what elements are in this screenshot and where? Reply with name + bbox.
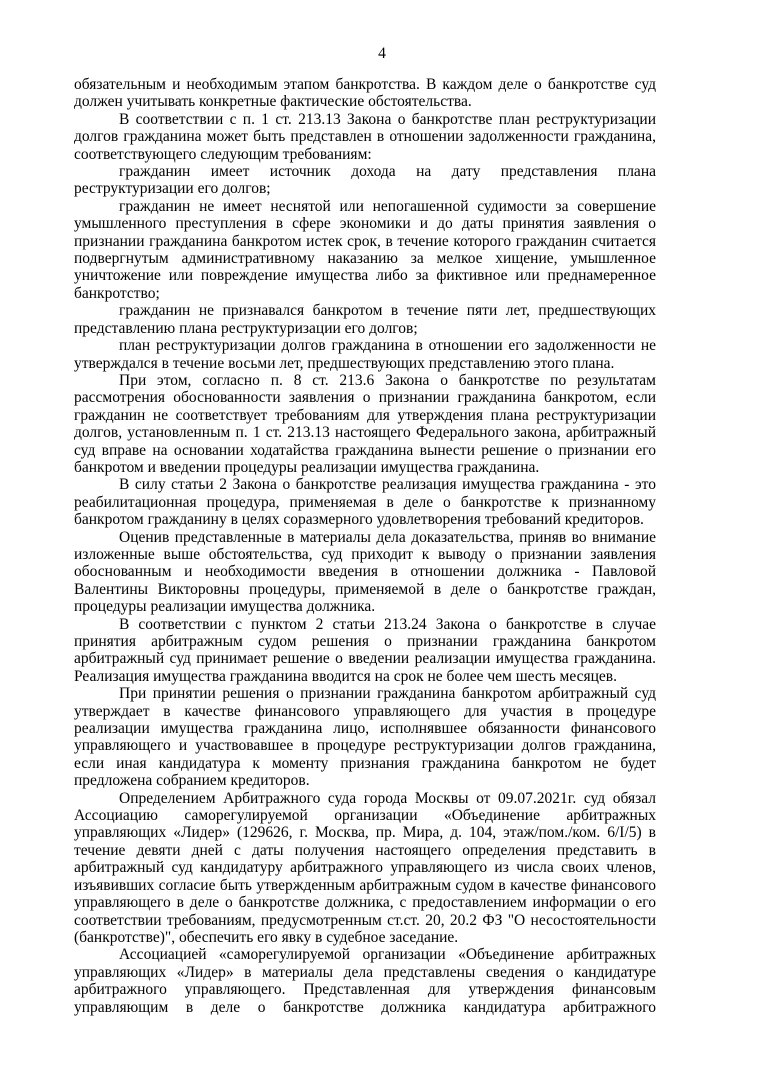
paragraph: гражданин не имеет неснятой или непогашенной судимости за совершение умышленного преступления в сфере экономики и до даты принятия заявления о признании гражданина банкротом истек срок, в течение которого гражданин считается подвергнутым административному наказанию за мелкое хищение, умышленное уничтожение или повреждение имущества либо за фиктивное или преднамеренное банкротство;	[74, 197, 656, 302]
paragraph: Оценив представленные в материалы дела доказательства, приняв во внимание изложенные выше обстоятельства, суд приходит к выводу о признании заявления обоснованным и необходимости введения в отношении должника - Павловой Валентины Викторовны процедуры, применяемой в деле о банкротстве граждан, процедуры реализации имущества должника.	[74, 528, 656, 616]
paragraph: Определением Арбитражного суда города Москвы от 09.07.2021г. суд обязал Ассоциацию саморегулируемой организации «Объединение арбитражных управляющих «Лидер» (129626, г. Москва, пр. Мира, д. 104, этаж/пом./ком. 6/I/5) в течение девяти дней с даты получения настоящего определения представить в арбитражный суд кандидатуру арбитражного управляющего из числа своих членов, изъявивших согласие быть утвержденным арбитражным судом в качестве финансового управляющего в деле о банкротстве должника, с предоставлением информации о его соответствии требованиям, предусмотренным ст.ст. 20, 20.2 ФЗ "О несостоятельности (банкротстве)", обеспечить его явку в судебное заседание.	[74, 789, 656, 946]
paragraph: При этом, согласно п. 8 ст. 213.6 Закона о банкротстве по результатам рассмотрения обоснованности заявления о признании гражданина банкротом, если гражданин не соответствует требованиям для утверждения плана реструктуризации долгов, установленным п. 1 ст. 213.13 настоящего Федерального закона, арбитражный суд вправе на основании ходатайства гражданина вынести решение о признании его банкротом и введении процедуры реализации имущества гражданина.	[74, 371, 656, 476]
paragraph: Ассоциацией «саморегулируемой организации «Объединение арбитражных управляющих «Лидер» в материалы дела представлены сведения о кандидатуре арбитражного управляющего. Представленная для утверждения финансовым управляющим в деле о банкротстве должника кандидатура арбитражного	[74, 946, 656, 1016]
paragraph: В соответствии с пунктом 2 статьи 213.24 Закона о банкротстве в случае принятия арбитражным судом решения о признании гражданина банкротом арбитражный суд принимает решение о введении реализации имущества гражданина. Реализация имущества гражданина вводится на срок не более чем шесть месяцев.	[74, 615, 656, 685]
paragraph: план реструктуризации долгов гражданина в отношении его задолженности не утверждался в течение восьми лет, предшествующих представлению этого плана.	[74, 337, 656, 372]
paragraph: гражданин не признавался банкротом в течение пяти лет, предшествующих представлению плана реструктуризации его долгов;	[74, 302, 656, 337]
paragraph: обязательным и необходимым этапом банкротства. В каждом деле о банкротстве суд должен учитывать конкретные фактические обстоятельства.	[74, 76, 656, 111]
paragraph: При принятии решения о признании гражданина банкротом арбитражный суд утверждает в качестве финансового управляющего для участия в процедуре реализации имущества гражданина лицо, исполнявшее обязанности финансового управляющего и участвовавшее в процедуре реструктуризации долгов гражданина, если иная кандидатура к моменту признания гражданина банкротом не будет предложена собранием кредиторов.	[74, 685, 656, 790]
paragraph: гражданин имеет источник дохода на дату представления плана реструктуризации его долгов;	[74, 163, 656, 198]
paragraph: В силу статьи 2 Закона о банкротстве реализация имущества гражданина - это реабилитационная процедура, применяемая в деле о банкротстве к признанному банкротом гражданину в целях соразмерного удовлетворения требований кредиторов.	[74, 476, 656, 529]
document-body	[74, 76, 656, 1016]
paragraph: В соответствии с п. 1 ст. 213.13 Закона о банкротстве план реструктуризации долгов гражданина может быть представлен в отношении задолженности гражданина, соответствующего следующим требованиям:	[74, 110, 656, 163]
page-number: 4	[378, 45, 386, 62]
